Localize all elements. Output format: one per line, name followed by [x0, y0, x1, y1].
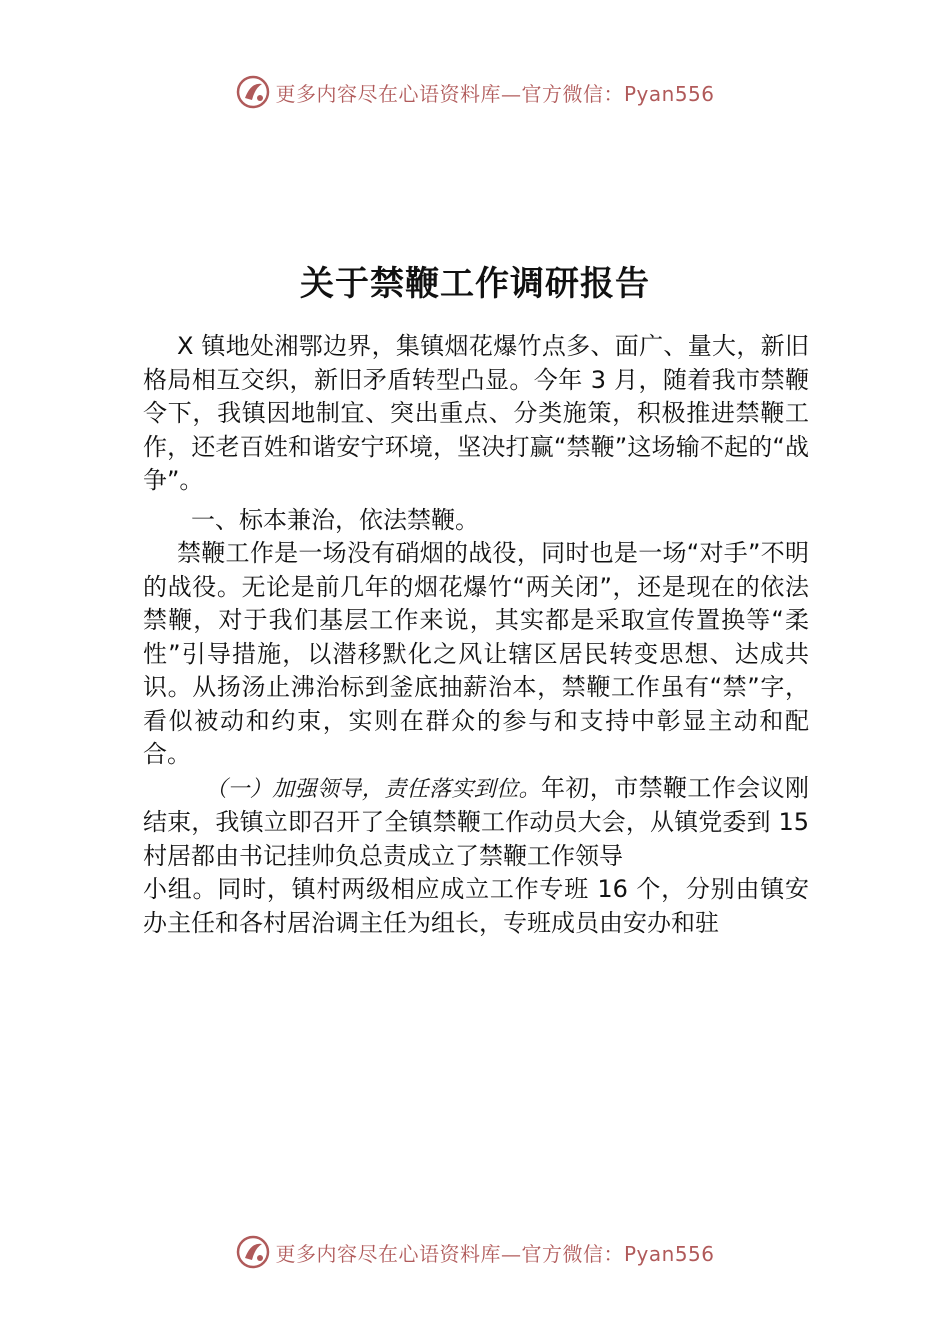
watermark-text: 更多内容尽在心语资料库—官方微信：Pyan556 [275, 1241, 715, 1266]
watermark-banner-top [0, 72, 950, 112]
section-heading: 一、标本兼治，依法禁鞭。 [191, 505, 479, 534]
section-paragraph: 禁鞭工作是一场没有硝烟的战役，同时也是一场“对手”不明的战役。无论是前几年的烟花爆竹“两关闭”，还是现在的依法禁鞭，对于我们基层工作来说，其实都是采取宣传置换等“柔性”引导措施，以潜移默化之风让辖区居民转变思想、达成共识。从扬汤止沸治标到釜底抽薪治本，禁鞭工作虽有“禁”字，看似被动和约束，实则在群众的参与和支持中彰显主动和配合。 [143, 539, 809, 768]
document-body [143, 330, 809, 940]
continuation-paragraph: 小组。同时，镇村两级相应成立工作专班 16 个，分别由镇安办主任和各村居治调主任为组长，专班成员由安办和驻 [143, 875, 809, 937]
intro-paragraph: X 镇地处湘鄂边界，集镇烟花爆竹点多、面广、量大，新旧格局相互交织，新旧矛盾转型凸显。今年 3 月，随着我市禁鞭令下，我镇因地制宜、突出重点、分类施策，积极推进禁鞭工作，还老百姓和谐安宁环境，坚决打赢“禁鞭”这场输不起的“战争”。 [143, 332, 809, 494]
subsection-paragraph [143, 772, 809, 874]
brand-logo-icon [235, 74, 271, 110]
brand-logo-icon [235, 1234, 271, 1270]
watermark-banner-bottom [0, 1232, 950, 1272]
document-title: 关于禁鞭工作调研报告 [300, 264, 650, 304]
watermark-text: 更多内容尽在心语资料库—官方微信：Pyan556 [275, 81, 715, 106]
subsection-text: 年初，市禁鞭工作会议刚结束，我镇立即召开了全镇禁鞭工作动员大会，从镇党委到 15 村居都由书记挂帅负总责成立了禁鞭工作领导 [143, 773, 809, 870]
subsection-heading: （一）加强领导，责任落实到位。 [205, 776, 541, 802]
